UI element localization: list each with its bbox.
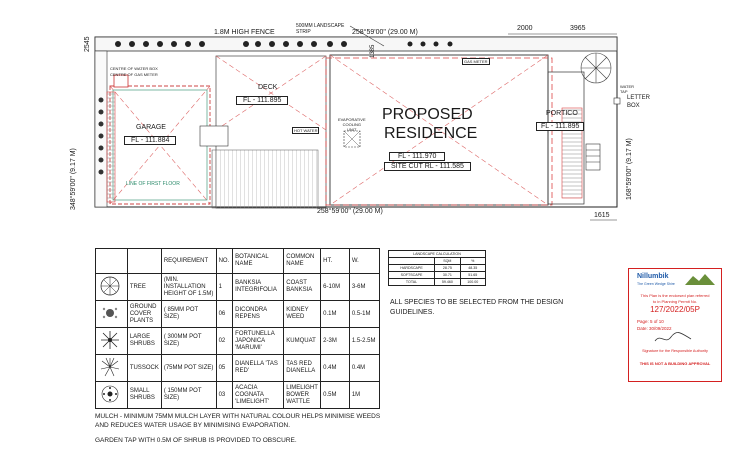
common-cell: COAST BANKSIA — [284, 274, 321, 301]
landscape-calc-cell: HARDSCAPE — [389, 265, 435, 272]
evap-unit-label: EVAPORATIVE COOLING UNIT — [338, 117, 366, 132]
landscape-calc-table — [388, 250, 486, 286]
requirement-cell: (75MM POT SIZE) — [161, 355, 216, 382]
width-cell: 1.5-2.5M — [349, 328, 379, 355]
landscape-calc-header-cell: SQM — [435, 258, 460, 265]
species-header-botanical: BOTANICAL NAME — [233, 249, 284, 274]
bearing-right: 168°59'00" (9.17 M) — [626, 138, 633, 200]
not-building-approval: THIS IS NOT A BUILDING APPROVAL — [639, 361, 711, 366]
residence-title-line2: RESIDENCE — [384, 125, 478, 142]
stamp-line2: to in Planning Permit No. — [652, 299, 698, 304]
hot-water-tag: HOT WATER — [294, 128, 318, 133]
water-tap-label: WATER TAP — [620, 84, 634, 94]
deck-label: DECK — [258, 84, 278, 91]
type-cell: GROUND COVER PLANTS — [127, 301, 161, 328]
table-row — [389, 279, 486, 286]
site-cut-rl: SITE CUT RL - 111.585 — [384, 162, 471, 171]
requirement-cell: ( 300MM POT SIZE) — [161, 328, 216, 355]
landscape-calc-title: LANDSCAPE CALCULATION — [389, 251, 486, 258]
tree-symbol-icon — [96, 274, 128, 301]
residence-title-line1: PROPOSED — [382, 106, 473, 123]
stamp-date: Date: 30/09/2022 — [637, 326, 672, 331]
width-cell: 1M — [349, 382, 379, 409]
water-meter-label: CENTRE OF WATER BOX — [110, 66, 158, 71]
signature-label: Signature for the Responsible Authority — [642, 349, 708, 353]
dim-2000: 2000 — [517, 25, 533, 32]
botanical-cell: DICONDRA REPENS — [233, 301, 284, 328]
species-note: ALL SPECIES TO BE SELECTED FROM THE DESIGN GUIDELINES. — [390, 299, 564, 316]
portico-steps — [586, 144, 600, 170]
species-header-w: W. — [349, 249, 379, 274]
height-cell: 0.1M — [321, 301, 350, 328]
table-row — [96, 355, 380, 382]
groundcover-symbol-icon — [96, 301, 128, 328]
tussock-symbol-icon — [96, 355, 128, 382]
common-cell: TAS RED DIANELLA — [284, 355, 321, 382]
deck-step — [200, 126, 228, 146]
table-row — [389, 265, 486, 272]
height-cell: 6-10M — [321, 274, 350, 301]
landscape-calc-cell: 59.460 — [435, 279, 460, 286]
mulch-note: MULCH - MINIMUM 75MM MULCH LAYER WITH NATURAL COLOUR HELPS MINIMISE WEEDS AND REDUCES WATER USAGE BY MINIMISING EVAPORATION. — [95, 413, 381, 429]
quantity-cell: 05 — [216, 355, 233, 382]
requirement-cell: (MIN. INSTALLATION HEIGHT OF 1.5M) — [161, 274, 216, 301]
gas-meter-label: CENTRE OF GAS METER — [110, 72, 158, 77]
table-row — [389, 272, 486, 279]
requirement-cell: ( 85MM POT SIZE) — [161, 301, 216, 328]
landscape-calc-cell: 48.35 — [460, 265, 485, 272]
botanical-cell: BANKSIA INTEGRIFOLIA — [233, 274, 284, 301]
endorsement-stamp — [628, 268, 722, 382]
residence-fl: FL - 111.970 — [389, 152, 445, 161]
bearing-bottom: 258°59'00" (29.00 M) — [317, 208, 383, 215]
species-header-common: COMMON NAME — [284, 249, 321, 274]
type-cell: TREE — [127, 274, 161, 301]
height-cell: 0.5M — [321, 382, 350, 409]
botanical-cell: ACACIA COGNATA 'LIMELIGHT' — [233, 382, 284, 409]
dim-1615: 1615 — [594, 212, 610, 219]
species-header-cell — [96, 249, 128, 274]
fence-label: 1.8M HIGH FENCE — [214, 29, 275, 36]
common-cell: LIMELIGHT BOWER WATTLE — [284, 382, 321, 409]
landscape-calc-header-row — [389, 258, 486, 265]
width-cell: 0.4M — [349, 355, 379, 382]
council-logo-name: Nillumbik — [637, 273, 669, 280]
garage-fl: FL - 111.884 — [124, 136, 176, 145]
front-tree-symbol — [581, 53, 611, 83]
table-row — [96, 382, 380, 409]
gas-meter-tag: GAS METER — [464, 59, 488, 64]
landscape-calc-header-cell: % — [460, 258, 485, 265]
council-logo-tagline: The Green Wedge Shire — [637, 282, 675, 286]
landscape-calc-cell: 30.71 — [435, 272, 460, 279]
landscape-calc-cell: 100.00 — [460, 279, 485, 286]
height-cell: 0.4M — [321, 355, 350, 382]
botanical-cell: DIANELLA 'TAS RED' — [233, 355, 284, 382]
table-row — [96, 328, 380, 355]
common-cell: KUMQUAT — [284, 328, 321, 355]
portico-fl: FL - 111.895 — [536, 122, 584, 131]
species-header-ht: HT. — [321, 249, 350, 274]
letter-box-label: LETTER BOX — [627, 95, 651, 109]
landscape-calc-title-row — [389, 251, 486, 258]
botanical-cell: FORTUNELLA JAPONICA 'MARUMI' — [233, 328, 284, 355]
landscape-strip-label: 500MM LANDSCAPE STRIP — [296, 23, 345, 35]
species-table — [95, 248, 380, 409]
notes-block — [95, 412, 395, 445]
line-first-floor: LINE OF FIRST FLOOR — [126, 181, 180, 187]
permit-number: 127/2022/05P — [650, 305, 700, 314]
landscape-calc-cell: SOFTSCAPE — [389, 272, 435, 279]
garage-door-strip — [107, 92, 115, 202]
landscape-calc-cell: 51.65 — [460, 272, 485, 279]
deck-fl: FL - 111.895 — [236, 96, 288, 105]
table-row — [96, 301, 380, 328]
stamp-page: Page: 5 of 10 — [637, 319, 664, 324]
width-cell: 0.5-1M — [349, 301, 379, 328]
dim-1385: 1385 — [370, 44, 376, 58]
landscape-calc-cell: TOTAL — [389, 279, 435, 286]
signature-scribble — [653, 331, 693, 345]
landscape-calc-cell: 28.75 — [435, 265, 460, 272]
large-shrub-symbol-icon — [96, 328, 128, 355]
bearing-top: 258°59'00" (29.00 M) — [352, 29, 418, 36]
garage-label: GARAGE — [136, 124, 166, 131]
species-header-row — [96, 249, 380, 274]
stamp-line1: This Plan is the endorsed plan referred — [640, 293, 710, 298]
type-cell: SMALL SHRUBS — [127, 382, 161, 409]
bearing-left: 348°59'00" (9.17 M) — [70, 148, 77, 210]
type-cell: TUSSOCK — [127, 355, 161, 382]
dim-3965: 3965 — [570, 25, 586, 32]
portico-label: PORTICO — [546, 110, 578, 117]
letter-box-symbol — [614, 98, 620, 104]
tap-note: GARDEN TAP WITH 0.5M OF SHRUB IS PROVIDED TO OBSCURE. — [95, 437, 297, 444]
deck-hatching — [212, 150, 318, 208]
species-header-no: NO. — [216, 249, 233, 274]
type-cell: LARGE SHRUBS — [127, 328, 161, 355]
requirement-cell: ( 150MM POT SIZE) — [161, 382, 216, 409]
quantity-cell: 02 — [216, 328, 233, 355]
landscape-calc-header-cell — [389, 258, 435, 265]
left-landscape-strip — [95, 51, 107, 207]
height-cell: 2-3M — [321, 328, 350, 355]
species-header-requirement: REQUIREMENT — [161, 249, 216, 274]
common-cell: KIDNEY WEED — [284, 301, 321, 328]
small-shrub-symbol-icon — [96, 382, 128, 409]
dim-2545: 2545 — [84, 36, 91, 52]
council-logo-icon — [685, 273, 715, 285]
quantity-cell: 06 — [216, 301, 233, 328]
width-cell: 3-6M — [349, 274, 379, 301]
quantity-cell: 1 — [216, 274, 233, 301]
table-row — [96, 274, 380, 301]
quantity-cell: 03 — [216, 382, 233, 409]
species-header-cell — [127, 249, 161, 274]
